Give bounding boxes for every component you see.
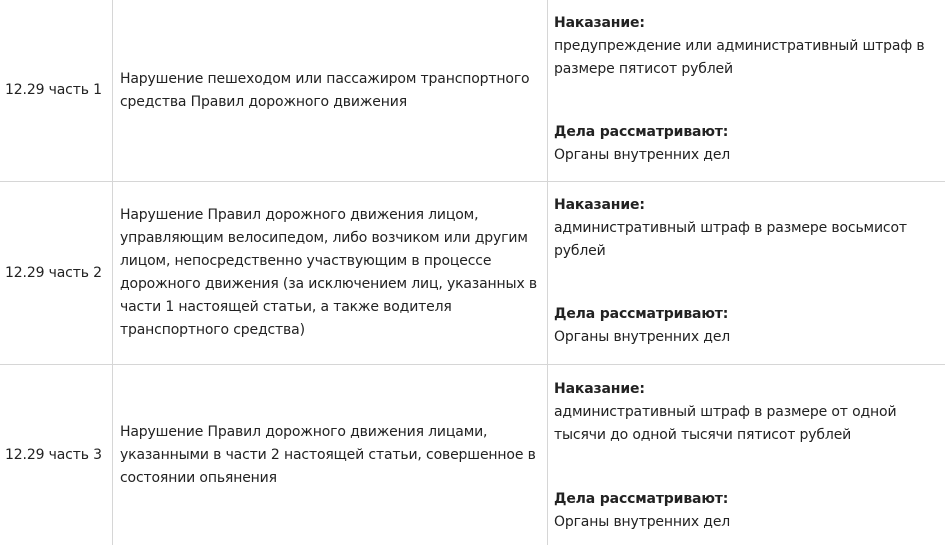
- violation-description: Нарушение Правил дорожного движения лицами, указанными в части 2 настоящей статьи, совершенное в состоянии опьянения: [120, 423, 536, 486]
- table-row: [0, 0, 945, 181]
- punishment-block: [554, 378, 939, 447]
- punishment-text: административный штраф в размере восьмисот рублей: [554, 220, 907, 259]
- article-cell: [0, 182, 112, 364]
- punishment-text: административный штраф в размере от одной тысячи до одной тысячи пятисот рублей: [554, 404, 897, 443]
- examiner-block: [554, 488, 939, 534]
- examiner-label: Дела рассматривают:: [554, 491, 729, 507]
- examiner-text: Органы внутренних дел: [554, 147, 731, 163]
- examiner-label: Дела рассматривают:: [554, 124, 729, 140]
- article-number: 12.29 часть 2: [5, 264, 102, 281]
- table-row: [0, 365, 945, 545]
- examiner-label: Дела рассматривают:: [554, 306, 729, 322]
- examiner-text: Органы внутренних дел: [554, 329, 731, 345]
- article-cell: [0, 365, 112, 545]
- info-cell: [548, 0, 945, 181]
- info-cell: [548, 365, 945, 545]
- table-row: [0, 182, 945, 364]
- punishment-block: [554, 12, 939, 81]
- article-number: 12.29 часть 3: [5, 446, 102, 463]
- punishment-text: предупреждение или административный штраф в размере пятисот рублей: [554, 38, 925, 77]
- examiner-text: Органы внутренних дел: [554, 514, 731, 530]
- examiner-block: [554, 121, 939, 167]
- description-cell: [113, 365, 547, 545]
- punishment-label: Наказание:: [554, 15, 645, 31]
- examiner-block: [554, 303, 939, 349]
- punishment-label: Наказание:: [554, 381, 645, 397]
- punishment-label: Наказание:: [554, 197, 645, 213]
- violation-description: Нарушение пешеходом или пассажиром транспортного средства Правил дорожного движения: [120, 70, 530, 110]
- violation-description: Нарушение Правил дорожного движения лицом, управляющим велосипедом, либо возчиком или другим лицом, непосредственно участвующим в процессе дорожного движения (за исключением лиц, указанных в части 1 настоящей статьи, а также водителя транспортного средства): [120, 207, 537, 338]
- description-cell: [113, 0, 547, 181]
- info-cell: [548, 182, 945, 364]
- article-cell: [0, 0, 112, 181]
- description-cell: [113, 182, 547, 364]
- punishment-block: [554, 194, 939, 263]
- article-number: 12.29 часть 1: [5, 82, 102, 98]
